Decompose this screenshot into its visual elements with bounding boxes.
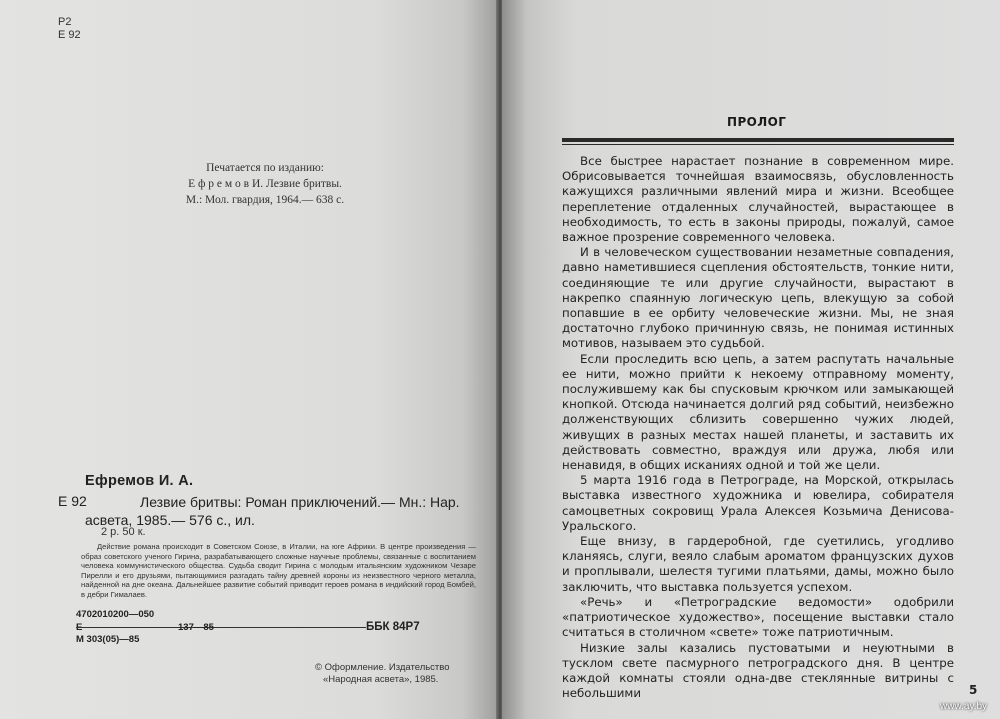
copyright (315, 662, 495, 686)
heading-rule (562, 138, 954, 142)
author-name: Ефремов И. А. (85, 473, 194, 489)
source-line: М.: Мол. гвардия, 1964.— 638 с. (185, 194, 345, 206)
source-line: Е ф р е м о в И. Лезвие бритвы. (188, 178, 342, 190)
copyright-line: «Народная асвета», 1985. (323, 674, 439, 685)
bbk-code: ББК 84Р7 (366, 621, 420, 633)
paragraph: Все быстрее нарастает познание в современном мире. Обрисовывается точнейшая взаимосвязь, обусловленность кажущихся различными явлений мира и жизни. Всеобщее переплетение отдаленных случайностей, вырастающее в необходимость, то есть в законы природы, пожалуй, самое важное прозрение современного человека. (562, 154, 954, 245)
author-mark: Е 92 (58, 29, 81, 41)
right-page (502, 0, 1000, 719)
body-text (562, 154, 954, 701)
isbn-divider (76, 627, 366, 628)
copyright-line: © Оформление. Издательство (315, 662, 450, 673)
isbn-code: 4702010200—050 (76, 609, 155, 620)
source-line: Печатается по изданию: (206, 162, 324, 174)
paragraph: 5 марта 1916 года в Петрограде, на Морской, открылась выставка известного художника и ювелира, собирателя самоцветных сокровищ Урала Алексея Козьмича Денисова-Уральского. (562, 473, 954, 533)
annotation: Действие романа происходит в Советском Союзе, в Италии, на юге Африки. В центре произведения — образ советского ученого Гирина, разрабатывающего сложные научные проблемы, связанные с воспитанием человека коммунистического общества. Судьба сводит Гирина с молодым итальянским художником Чезаре Пирелли и его друзьями, пытающимися разгадать тайну древней короны из неизвестного черного металла, найденной на дне океана. Дальнейшее развитие событий приводит героев романа в индийский город Бомбей, в дебри Гималаев. (81, 542, 476, 599)
classification-code: Р2 (58, 16, 72, 28)
paragraph: «Речь» и «Петроградские ведомости» одобрили «патриотическое художество», посещение выставки стало считаться в столичном «свете» тоже патриотичным. (562, 594, 954, 640)
watermark: www.ay.by (940, 701, 988, 712)
index-code: Е 92 (58, 493, 87, 509)
chapter-heading: ПРОЛОГ (727, 115, 787, 129)
isbn-order: 137—85 (178, 622, 214, 633)
isbn-index: М 303(05)—85 (76, 634, 140, 645)
source-edition (150, 160, 380, 208)
paragraph: Если проследить всю цепь, а затем распутать начальные ее нити, можно прийти к некоему отправному моменту, послужившему как бы спусковым крючком или замыкающей кнопкой. Отсюда начинается долгий ряд событий, неизбежно долженствующих сблизить совершенно чужих людей, живущих в разных местах нашей планеты, и заставить их действовать совместно, враждуя или дружа, любя или ненавидя, в общих исканиях одной и той же цели. (562, 351, 954, 473)
page-number: 5 (969, 683, 978, 697)
bibliographic-entry (85, 493, 475, 529)
price: 2 р. 50 к. (101, 526, 146, 538)
paragraph: И в человеческом существовании незаметные совпадения, давно наметившиеся сцепления обстоятельств, тонкие нити, соединяющие те или другие случайности, вырастают в накрепко спаянную логическую цепь, влекущую за собой попавшие в ее орбиту человеческие жизни. Мы, не зная достаточно глубоко причинную связь, не понимая истинных мотивов, называем это судьбой. (562, 245, 954, 351)
heading-rule-thin (562, 144, 954, 145)
paragraph: Еще внизу, в гардеробной, где суетились, угодливо кланяясь, слуги, веяло слабым ароматом французских духов и проплывали, шелестя тугими платьями, дамы, можно было заключить, что выставка пользуется успехом. (562, 534, 954, 594)
paragraph: Низкие залы казались пустоватыми и неуютными в тусклом свете пасмурного петроградского дня. В центре каждой комнаты стояли одна-две стеклянные витрины с небольшими (562, 640, 954, 701)
left-page (0, 0, 498, 719)
bibliographic-text: Лезвие бритвы: Роман приключений.— Мн.: Нар. асвета, 1985.— 576 с., ил. (85, 494, 460, 528)
